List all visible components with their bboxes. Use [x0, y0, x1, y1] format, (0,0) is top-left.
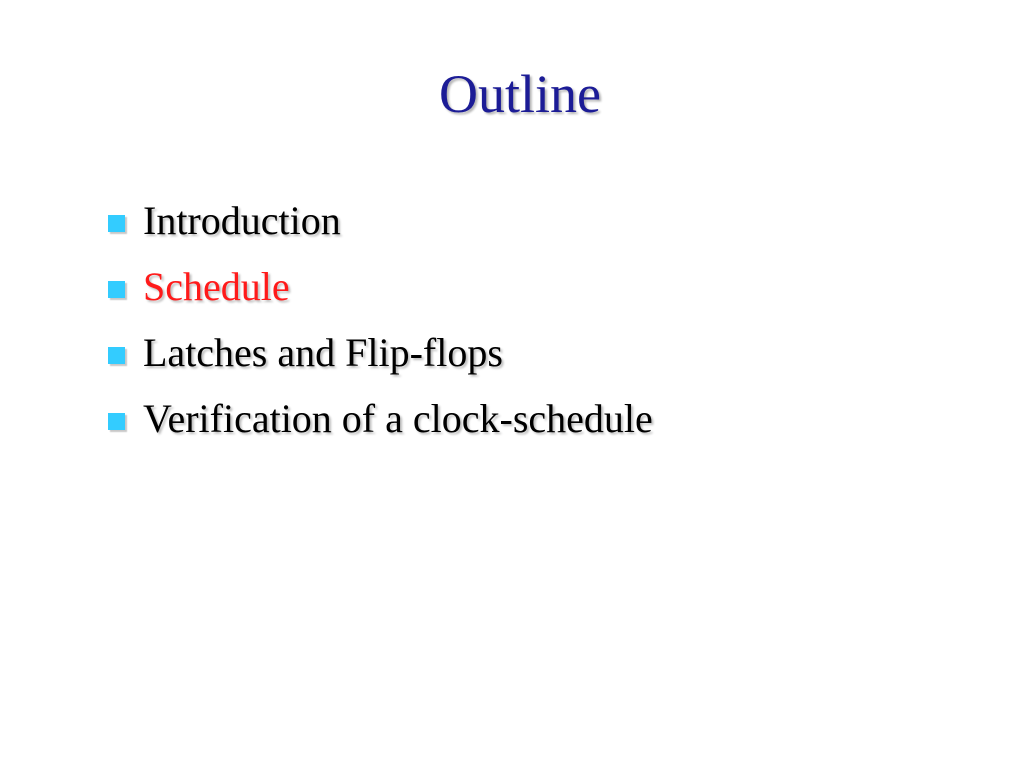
bullet-text: Introduction — [143, 198, 341, 243]
outline-list — [108, 188, 653, 452]
square-bullet-icon — [108, 215, 125, 232]
slide-title: Outline — [439, 64, 601, 124]
list-item-schedule — [108, 254, 653, 320]
list-item-latches-flip-flops — [108, 320, 653, 386]
list-item-verification — [108, 386, 653, 452]
square-bullet-icon — [108, 413, 125, 430]
bullet-text: Verification of a clock-schedule — [143, 396, 653, 441]
bullet-text: Latches and Flip-flops — [143, 330, 503, 375]
list-item-introduction — [108, 188, 653, 254]
bullet-text-highlighted: Schedule — [143, 264, 290, 309]
square-bullet-icon — [108, 347, 125, 364]
square-bullet-icon — [108, 281, 125, 298]
